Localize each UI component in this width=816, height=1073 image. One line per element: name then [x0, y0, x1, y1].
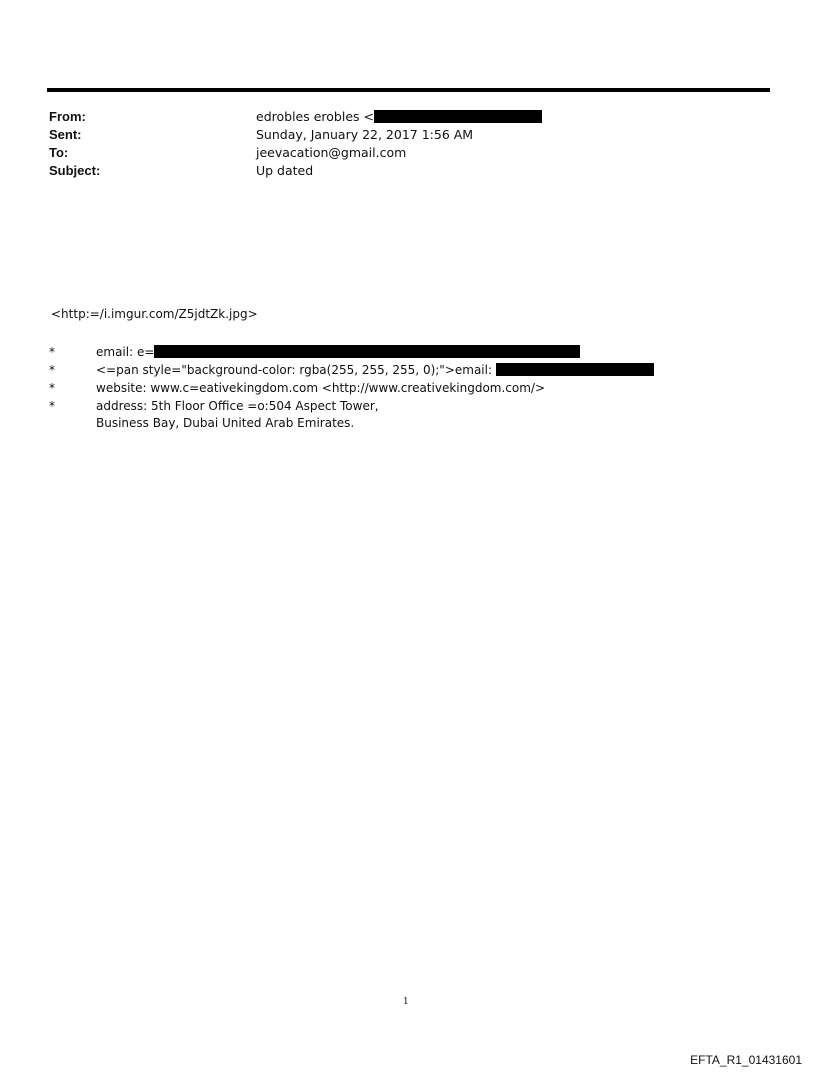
bullet-email-text: email: e=: [96, 345, 155, 359]
bullet-marker: *: [49, 363, 55, 377]
redaction-block: [496, 363, 654, 376]
image-link: <http:=/i.imgur.com/Z5jdtZk.jpg>: [51, 307, 258, 321]
bullet-marker: *: [49, 381, 55, 395]
sent-value: Sunday, January 22, 2017 1:56 AM: [256, 127, 474, 142]
bullet-span-email-text: <=pan style="background-color: rgba(255, 255, 255, 0);">email:: [96, 363, 496, 377]
address-continuation: Business Bay, Dubai United Arab Emirates.: [96, 416, 355, 430]
bates-number: EFTA_R1_01431601: [690, 1053, 802, 1067]
subject-value: Up dated: [256, 163, 314, 178]
subject-label: Subject:: [49, 163, 101, 178]
bullet-marker: *: [49, 345, 55, 359]
from-value: edrobles erobles <: [256, 109, 374, 124]
bullet-website-text: website: www.c=eativekingdom.com <http://www.creativekingdom.com/>: [96, 381, 546, 395]
bullet-span-email-row: [96, 362, 654, 378]
from-label: From:: [49, 109, 86, 124]
to-label: To:: [49, 145, 69, 160]
from-value-row: [256, 109, 542, 125]
to-value: jeevacation@gmail.com: [256, 145, 407, 160]
redaction-block: [374, 110, 542, 123]
bullet-address-text: address: 5th Floor Office =o:504 Aspect Tower,: [96, 399, 379, 413]
sent-label: Sent:: [49, 127, 82, 142]
redaction-block: [154, 345, 580, 358]
bullet-marker: *: [49, 399, 55, 413]
header-rule: [47, 88, 770, 92]
page-number: 1: [403, 997, 409, 1007]
bullet-email-row: [96, 344, 580, 360]
